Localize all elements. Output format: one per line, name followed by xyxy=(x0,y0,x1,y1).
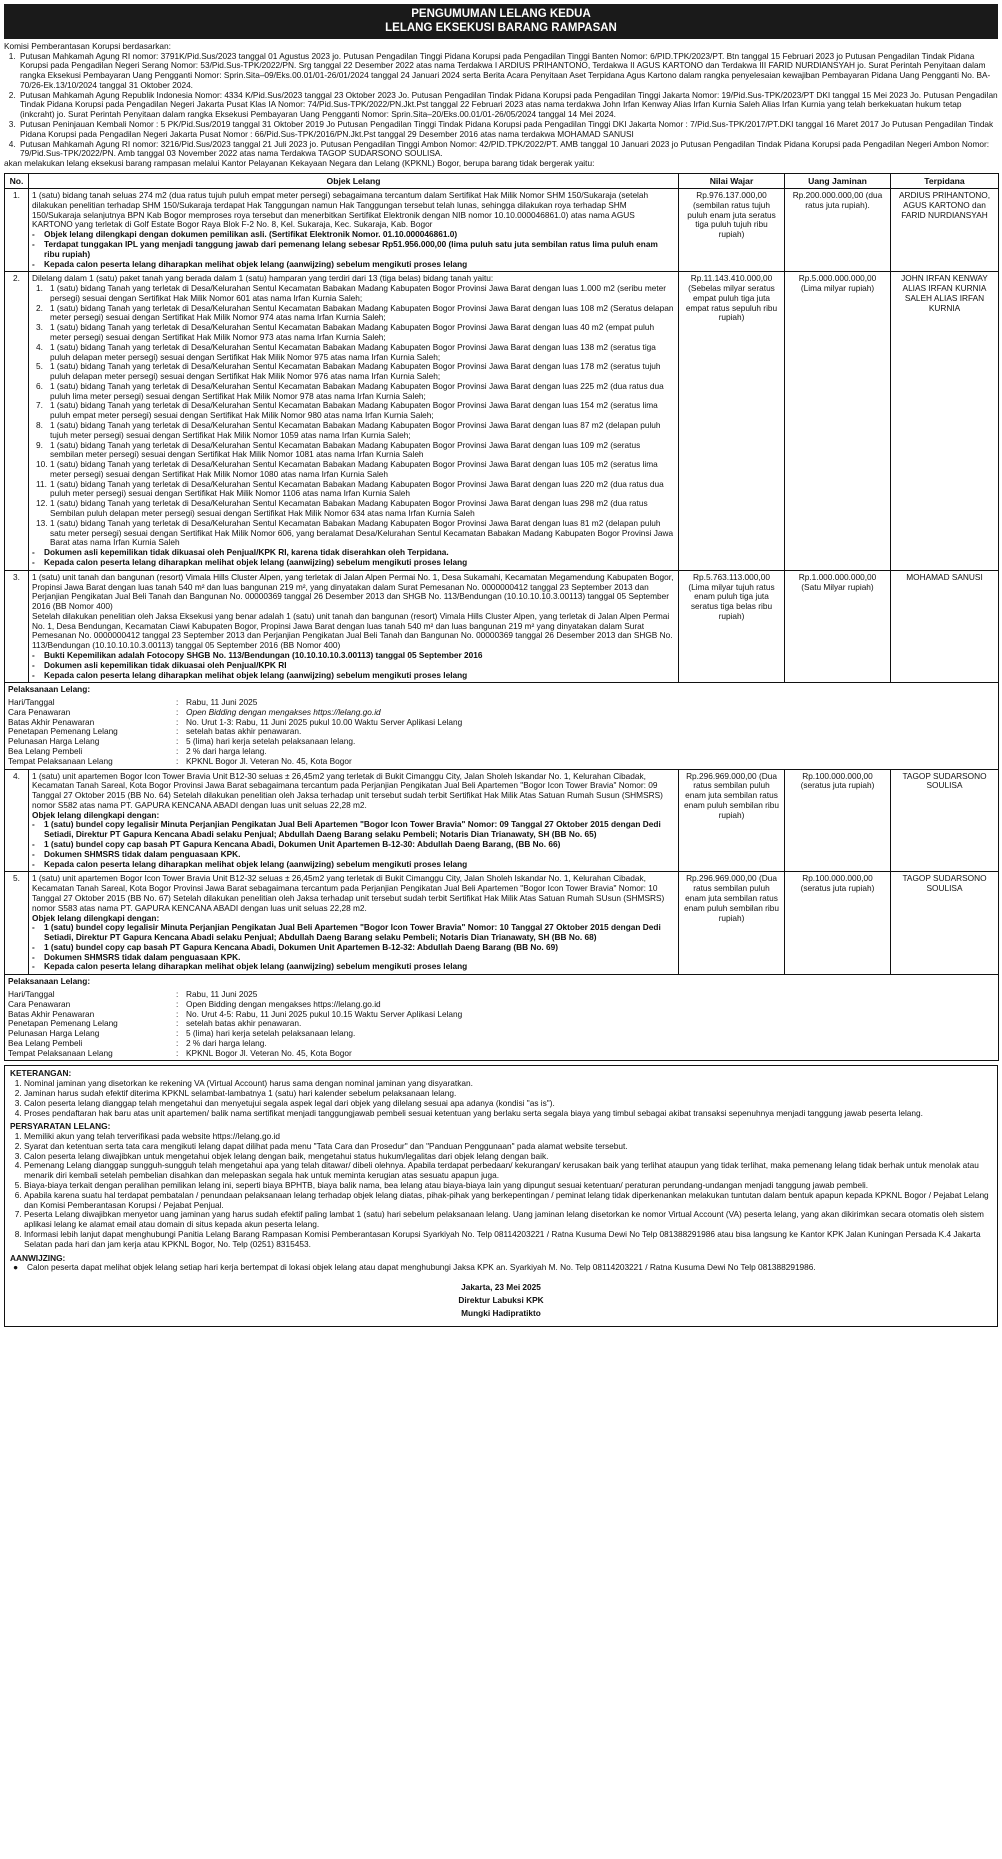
deposit: Rp.100.000.000,00 (seratus juta rupiah) xyxy=(785,769,891,872)
object-note: - Kepada calon peserta lelang diharapkan melihat objek lelang (aanwijzing) sebelum mengikuti proses lelang xyxy=(32,669,468,680)
parcel-item: 7. 1 (satu) bidang Tanah yang terletak di Desa/Kelurahan Sentul Kecamatan Babakan Madang Kabupaten Bogor Provinsi Jawa Barat dengan luas 154 m2 (seratus lima puluh empat meter persegi) sesuai dengan Sertifikat Hak Milik Nomor 980 atas nama Irfan Kurnia Saleh; xyxy=(36,400,658,421)
convict: JOHN IRFAN KENWAY ALIAS IRFAN KURNIA SALEH ALIAS IRFAN KURNIA xyxy=(891,272,999,570)
table-row xyxy=(5,189,999,272)
object-note: - 1 (satu) bundel copy cap basah PT Gapura Kencana Abadi, Dokumen Unit Apartemen B-12-32: Abdullah Daeng Barang (BB No. 69) xyxy=(32,941,559,952)
schedule-line: Batas Akhir Penawaran : No. Urut 4-5: Rabu, 11 Juni 2025 pukul 10.15 Waktu Server Aplikasi Lelang xyxy=(8,1008,463,1019)
legal-basis-item: 1. Putusan Mahkamah Agung RI nomor: 3791K/Pid.Sus/2023 tanggal 01 Agustus 2023 jo. Putusan Pengadilan Tinggi Pidana Korupsi pada Pengadilan Tinggi Banten Nomor: 6/PID.TPK/2023/PT. Btn tanggal 15 Februari 2023 jo Putusan Pengadilan Tindak Pidana Korupsi pada Pengadilan Negeri Serang Nomor: 53/Pid.Sus-TPK/2022/PN. Srg tanggal 22 Desember 2022 atas nama Terdakwa I ARDIUS PRIHANTONO, Terdakwa II AGUS KARTONO dan Terdakwa III FARID NURDIANSYAH jo. Surat Perintah Penyitaan dalam rangka Eksekusi Pembayaran Uang Pengganti Nomor: Sprin.Sita–09/Eks.00.01/01-26/01/2024 tanggal 24 Januari 2024 serta Berita Acara Penyitaan Aset Terpidana Agus Kartono dalam rangka penyelesaian kewajiban Pembayaran Pidana Uang Pengganti No. BA-70/26-Ek.13/10/2024 tanggal 31 Oktober 2024. xyxy=(18,52,998,91)
object-completeness: Objek lelang dilengkapi dengan: xyxy=(32,809,160,820)
object-note: - 1 (satu) bundel copy legalisir Minuta Perjanjian Pengikatan Jual Beli Apartemen "Bogor Icon Tower Bravia" Nomor: 09 Tanggal 27 Oktober 2015 dengan Dedi Setiadi, Direktur PT Gapura Kencana Abadi selaku Penjual; Abdullah Daeng Barang selaku Pembeli; Notaris Dian Trianawaty, SH (BB No. 65) xyxy=(32,819,661,840)
persyaratan-item: 6. Apabila karena suatu hal terdapat pembatalan / penundaan pelaksanaan lelang terhadap objek lelang diatas, pihak-pihak yang berkepentingan / peminat lelang tidak diperkenankan melakukan tuntutan dalam bentuk apapun kepada KPKNL Bogor / Pejabat Lelang dan Komisi Pemberantasan Korupsi / Pejabat Penjual. xyxy=(24,1191,992,1211)
schedule-line: Penetapan Pemenang Lelang : setelah batas akhir penawaran. xyxy=(8,726,302,737)
row-number: 4. xyxy=(5,769,29,872)
object-note: - Kepada calon peserta lelang diharapkan melihat objek lelang (aanwijzing) sebelum mengikuti proses lelang xyxy=(32,858,468,869)
object-note: - Dokumen asli kepemilikan tidak dikuasai oleh Penjual/KPK RI xyxy=(32,659,287,670)
object-note: - Kepada calon peserta lelang diharapkan melihat objek lelang (aanwijzing) sebelum mengikuti proses lelang xyxy=(32,556,468,567)
deposit: Rp.100.000.000,00 (seratus juta rupiah) xyxy=(785,872,891,975)
object-description: 1 (satu) unit apartemen Bogor Icon Tower Bravia Unit B12-30 seluas ± 26,45m2 yang terletak di Bukit Cimanggu City, Jalan Sholeh Iskandar No. 1, Kelurahan Cibadak, Kecamatan Tanah Sareal, Kota Bogor Provinsi Jawa Barat sebagaimana tercantum pada Perjanjian Pengikatan Jual Beli Apartemen "Bogor Icon Tower Bravia" Nomor: 09 Tanggal 27 Oktober 2015 (BB No. 64) Setelah dilakukan penelitian oleh Jaksa terhadap unit tersebut sudah terbit Sertifikat Hak Milik Atas Satuan Rumah Susun (SHMSRS) nomor S582 atas nama PT. GAPURA KENCANA ABADI dengan luas unit seluas 22,28 m2. xyxy=(32,770,663,810)
parcel-item: 5. 1 (satu) bidang Tanah yang terletak di Desa/Kelurahan Sentul Kecamatan Babakan Madang Kabupaten Bogor Provinsi Jawa Barat dengan luas 178 m2 (seratus tujuh puluh delapan meter persegi) sesuai dengan Sertifikat Hak Milik Nomor 976 atas nama Irfan Kurnia Saleh; xyxy=(36,361,661,382)
row-number: 2. xyxy=(5,272,29,570)
row-object xyxy=(29,872,679,975)
intro-section xyxy=(4,42,998,169)
object-description: 1 (satu) bidang tanah seluas 274 m2 (dua ratus tujuh puluh empat meter persegi) sebagaimana tercantum dalam Sertifikat Hak Milik Nomor SHM 150/Sukaraja (setelah dilakukan penelitian terhadap SHM 150/Sukaraja terdapat Hak Tanggungan namun Hak Tanggungan tersebut telah lunas, sehingga dilakukan roya terhadap SHM 150/Sukaraja selanjutnya BPN Kab Bogor memproses roya tersebut dan menerbitkan Sertifikat Elektronik dengan NIB nomor 10.10.000046861.0) atas nama AGUS KARTONO yang terletak di Golf Estate Bogor Raya Blok F-2 No. 8, Kel. Sukaraja, Kec. Sukaraja, Kab. Bogor xyxy=(32,190,649,230)
persyaratan-item: 4. Pemenang Lelang dianggap sungguh-sungguh telah mengetahui apa yang telah ditawar/ dibeli olehnya. Apabila terdapat perbedaan/ kekurangan/ kerusakan baik yang terlihat ataupun yang tidak terlihat, maka pemenang lelang tidak berhak untuk menolak atau menarik diri kembali setelah pembelian disahkan dan melepaskan segala hak untuk meminta kerugian atas sesuatu apapun juga. xyxy=(24,1161,992,1181)
schedule-title: Pelaksanaan Lelang: xyxy=(8,684,91,695)
object-description: Dilelang dalam 1 (satu) paket tanah yang berada dalam 1 (satu) hamparan yang terdiri dari 13 (tiga belas) bidang tanah yaitu: xyxy=(32,273,494,284)
schedule-line: Hari/Tanggal : Rabu, 11 Juni 2025 xyxy=(8,697,258,708)
schedule-line: Bea Lelang Pembeli : 2 % dari harga lelang. xyxy=(8,746,267,757)
object-note: - Kepada calon peserta lelang diharapkan melihat objek lelang (aanwijzing) sebelum mengikuti proses lelang xyxy=(32,961,468,972)
schedule-line: Pelunasan Harga Lelang : 5 (lima) hari kerja setelah pelaksanaan lelang. xyxy=(8,1028,356,1039)
parcel-item: 2. 1 (satu) bidang Tanah yang terletak di Desa/Kelurahan Sentul Kecamatan Babakan Madang Kabupaten Bogor Provinsi Jawa Barat dengan luas 108 m2 (Seratus delapan meter persegi) sesuai dengan Sertifikat Hak Milik Nomor 974 atas nama Irfan Kurnia Saleh; xyxy=(36,302,674,323)
persyaratan-list xyxy=(10,1132,992,1249)
legal-basis-item: 4. Putusan Mahkamah Agung RI nomor: 3216/Pid.Sus/2023 tanggal 21 Juli 2023 jo. Putusan Pengadilan Tinggi Ambon Nomor: 42/PID.TPK/2022/PT. AMB tanggal 10 Januari 2023 jo Putusan Pengadilan Tindak Pidana Korupsi pada Pengadilan Negeri Ambon Nomor: 79/Pid.Sus-TPK/2022/PN. Amb tanggal 03 November 2022 atas nama Terdakwa TAGOP SUDARSONO SOULISA. xyxy=(18,140,998,160)
auction-schedule-row xyxy=(5,683,999,769)
convict: TAGOP SUDARSONO SOULISA xyxy=(891,872,999,975)
object-completeness: Objek lelang dilengkapi dengan: xyxy=(32,912,160,923)
object-note: - Dokumen asli kepemilikan tidak dikuasai oleh Penjual/KPK RI, karena tidak diserahkan oleh Terpidana. xyxy=(32,547,449,558)
schedule-line: Bea Lelang Pembeli : 2 % dari harga lelang. xyxy=(8,1037,267,1048)
auction-schedule xyxy=(5,683,999,769)
col-header-no: No. xyxy=(5,173,29,188)
parcel-item: 3. 1 (satu) bidang Tanah yang terletak di Desa/Kelurahan Sentul Kecamatan Babakan Madang Kabupaten Bogor Provinsi Jawa Barat dengan luas 40 m2 (empat puluh meter persegi) sesuai dengan Sertifikat Hak Milik Nomor 973 atas nama Irfan Kurnia Saleh; xyxy=(36,322,655,342)
announcement-page xyxy=(4,4,998,1327)
signature-place-date: Jakarta, 23 Mei 2025 xyxy=(461,1282,541,1293)
object-description: 1 (satu) unit tanah dan bangunan (resort) Vimala Hills Cluster Alpen, yang terletak di Jalan Alpen Permai No. 1, Desa Sukamahi, Kecamatan Megamendung Kabupaten Bogor, Propinsi Jawa Barat dengan luas tanah 540 m² dan luas bangunan 219 m², yang dinyatakan dalam Surat Pemesanan No. 0000000412 tanggal 23 September 2013 dan Perjanjian Pengikatan Jual Beli Tanah dan Bangunan No. 00000369 tanggal 26 Desember 2013 dan SHGB No. 113/Bendungan (10.10.10.10.3.00113) tanggal 05 September 2016 (BB Nomor 400) xyxy=(32,571,674,612)
keterangan-item: 1. Nominal jaminan yang disetorkan ke rekening VA (Virtual Account) harus sama dengan nominal jaminan yang disyaratkan. xyxy=(24,1079,992,1089)
signature-name: Mungki Hadipratikto xyxy=(461,1307,541,1318)
object-note: - Dokumen SHMSRS tidak dalam penguasaan KPK. xyxy=(32,848,241,859)
object-note: - Dokumen SHMSRS tidak dalam penguasaan KPK. xyxy=(32,951,241,962)
persyaratan-item: 8. Informasi lebih lanjut dapat menghubungi Panitia Lelang Barang Rampasan Komisi Pemberantasan Korupsi Syarkiyah No. Telp 08114203221 / Ratna Kusuma Dewi No Telp 081388291986 atau bisa langsung ke Kantor KPK Jalan Kuningan Persada K.4 Jakarta Selatan pada hari dan jam kerja atau KPKNL Bogor, No. Telp (0251) 8315453. xyxy=(24,1230,992,1250)
schedule-line: Penetapan Pemenang Lelang : setelah batas akhir penawaran. xyxy=(8,1018,302,1029)
aanwijzing-item: ● Calon peserta dapat melihat objek lelang setiap hari kerja bertempat di lokasi objek lelang atau dapat menghubungi Jaksa KPK an. Syarkiyah M. No. Telp 08114203221 / Ratna Kusuma Dewi No Telp 081388291986. xyxy=(10,1263,992,1273)
object-note: - 1 (satu) bundel copy cap basah PT Gapura Kencana Abadi, Dokumen Unit Apartemen B-12-30: Abdullah Daeng Barang, (BB No. 66) xyxy=(32,839,561,850)
schedule-title: Pelaksanaan Lelang: xyxy=(8,976,91,987)
fair-value: Rp.296.969.000,00 (Dua ratus sembilan puluh enam juta sembilan ratus enam puluh sembilan ribu rupiah) xyxy=(679,872,785,975)
object-note: - Kepada calon peserta lelang diharapkan melihat objek lelang (aanwijzing) sebelum mengikuti proses lelang xyxy=(32,258,468,269)
convict: MOHAMAD SANUSI xyxy=(891,570,999,683)
fair-value: Rp.5.763.113.000,00 (Lima milyar tujuh ratus enam puluh tiga juta seratus tiga belas ribu rupiah) xyxy=(679,570,785,683)
object-note: - 1 (satu) bundel copy legalisir Minuta Perjanjian Pengikatan Jual Beli Apartemen "Bogor Icon Tower Bravia" Nomor: 10 Tanggal 27 Oktober 2015 dengan Dedi Setiadi, Direktur PT Gapura Kencana Abadi selaku Penjual; Abdullah Daeng Barang selaku Pembeli; Notaris Dian Trianawaty, SH (BB No. 68) xyxy=(32,922,661,943)
schedule-line: Tempat Pelaksanaan Lelang : KPKNL Bogor Jl. Veteran No. 45, Kota Bogor xyxy=(8,755,352,766)
persyaratan-item: 7. Peserta Lelang diwajibkan menyetor uang jaminan yang harus sudah efektif paling lambat 1 (satu) hari sebelum pelaksanaan lelang. Uang jaminan lelang disetorkan ke nomor Virtual Account (VA) peserta lelang, yang akan dikirimkan secara otomatis oleh sistem aplikasi lelang ke alamat email atau domain di situs kepada akun peserta lelang. xyxy=(24,1210,992,1230)
bullet-icon: ● xyxy=(13,1262,19,1273)
parcel-item: 4. 1 (satu) bidang Tanah yang terletak di Desa/Kelurahan Sentul Kecamatan Babakan Madang Kabupaten Bogor Provinsi Jawa Barat dengan luas 138 m2 (seratus tiga puluh delapan meter persegi) sesuai dengan Sertifikat Hak Milik Nomor 975 atas nama Irfan Kurnia Saleh; xyxy=(36,341,656,362)
keterangan-item: 2. Jaminan harus sudah efektif diterima KPKNL selambat-lambatnya 1 (satu) hari kalender sebelum pelaksanaan lelang. xyxy=(24,1089,992,1099)
deposit: Rp.200.000.000,00 (dua ratus juta rupiah). xyxy=(785,189,891,272)
schedule-line: Tempat Pelaksanaan Lelang : KPKNL Bogor Jl. Veteran No. 45, Kota Bogor xyxy=(8,1047,352,1058)
row-object xyxy=(29,570,679,683)
convict: TAGOP SUDARSONO SOULISA xyxy=(891,769,999,872)
intro-lead: Komisi Pemberantasan Korupsi berdasarkan: xyxy=(4,40,171,51)
parcel-item: 13. 1 (satu) bidang Tanah yang terletak di Desa/Kelurahan Sentul Kecamatan Babakan Madang Kabupaten Bogor Provinsi Jawa Barat dengan luas 81 m2 (delapan puluh satu meter persegi) sesuai dengan Sertifikat Hak Milik Nomor 606, yang beralamat Desa/Kelurahan Sentul Kecamatan Babakan Madang Kabupaten Bogor Provinsi Jawa Barat atas nama Irfan Kurnia Saleh xyxy=(36,517,674,548)
col-header-nilai: Nilai Wajar xyxy=(679,173,785,188)
deposit: Rp.5.000.000.000,00 (Lima milyar rupiah) xyxy=(785,272,891,570)
fair-value: Rp.976.137.000,00 (sembilan ratus tujuh puluh enam juta seratus tiga puluh tujuh ribu rupiah) xyxy=(679,189,785,272)
row-object xyxy=(29,189,679,272)
parcel-item: 10. 1 (satu) bidang Tanah yang terletak di Desa/Kelurahan Sentul Kecamatan Babakan Madang Kabupaten Bogor Provinsi Jawa Barat dengan luas 105 m2 (seratus lima meter persegi) sesuai dengan Sertifikat Hak Milik Nomor 1080 atas nama Irfan Kurnia Saleh xyxy=(36,459,658,479)
table-row xyxy=(5,872,999,975)
intro-closing: akan melakukan lelang eksekusi barang rampasan melalui Kantor Pelayanan Kekayaan Negara dan Lelang (KPKNL) Bogor, berupa barang tidak bergerak yaitu: xyxy=(4,158,595,169)
auction-table xyxy=(4,173,999,1062)
keterangan-item: 4. Proses pendaftaran hak baru atas unit apartemen/ balik nama sertifikat menjadi tanggungjawab pembeli sesuai ketentuan yang berlaku serta segala biaya yang timbul sebagai akibat transaksi sepenuhnya menjadi tanggung jawab peserta lelang. xyxy=(24,1109,992,1119)
object-note: - Bukti Kepemilikan adalah Fotocopy SHGB No. 113/Bendungan (10.10.10.10.3.00113) tanggal 05 September 2016 xyxy=(32,649,483,660)
keterangan-list xyxy=(10,1079,992,1118)
persyaratan-title: PERSYARATAN LELANG: xyxy=(10,1121,111,1132)
schedule-line: Cara Penawaran : Open Bidding dengan mengakses https://lelang.go.id xyxy=(8,998,381,1009)
persyaratan-item: 1. Memiliki akun yang telah terverifikasi pada website https://lelang.go.id xyxy=(24,1132,992,1142)
schedule-line: Cara Penawaran : Open Bidding dengan mengakses https://lelang.go.id xyxy=(8,706,381,717)
table-header-row xyxy=(5,173,999,188)
keterangan-title: KETERANGAN: xyxy=(10,1068,72,1079)
parcel-item: 1. 1 (satu) bidang Tanah yang terletak di Desa/Kelurahan Sentul Kecamatan Babakan Madang Kabupaten Bogor Provinsi Jawa Barat dengan luas 1.000 m2 (seribu meter persegi) sesuai dengan Sertifikat Hak Milik Nomor 601 atas nama Irfan Kurnia Saleh; xyxy=(36,283,667,303)
parcel-item: 8. 1 (satu) bidang Tanah yang terletak di Desa/Kelurahan Sentul Kecamatan Babakan Madang Kabupaten Bogor Provinsi Jawa Barat dengan luas 87 m2 (delapan puluh tujuh meter persegi) sesuai dengan Sertifikat Hak Milik Nomor 1059 atas nama Irfan Kurnia Saleh; xyxy=(36,420,661,440)
row-number: 1. xyxy=(5,189,29,272)
object-note: - Objek lelang dilengkapi dengan dokumen pemilikan asli. (Sertifikat Elektronik Nomor. 01.10.000046861.0) xyxy=(32,229,458,240)
parcel-item: 6. 1 (satu) bidang Tanah yang terletak di Desa/Kelurahan Sentul Kecamatan Babakan Madang Kabupaten Bogor Provinsi Jawa Barat dengan luas 225 m2 (dua ratus dua puluh lima meter persegi) sesuai dengan Sertifikat Hak Milik Nomor 978 atas nama Irfan Kurnia Saleh; xyxy=(36,380,664,401)
auction-schedule xyxy=(5,975,999,1061)
legal-basis-item: 3. Putusan Peninjauan Kembali Nomor : 5 PK/Pid.Sus/2019 tanggal 31 Oktober 2019 Jo Putusan Pengadilan Tinggi Tindak Pidana Korupsi pada Pengadilan Tinggi DKI Jakarta Nomor : 7/Pid.Sus-TPK/2017/PT.DKI tanggal 16 Maret 2017 Jo Putusan Pengadilan Tindak Pidana Korupsi pada Pengadilan Negeri Jakarta Pusat Nomor : 66/Pid.Sus-TPK/2016/PN.Jkt.Pst tanggal 29 Desember 2016 atas nama terdakwa MOHAMAD SANUSI xyxy=(18,120,998,140)
persyaratan-item: 3. Calon peserta lelang diwajibkan untuk mengetahui objek lelang dengan baik, mengetahui status hukum/legalitas dari objek lelang dengan baik. xyxy=(24,1152,992,1162)
announcement-header xyxy=(4,4,998,39)
header-subtitle: LELANG EKSEKUSI BARANG RAMPASAN xyxy=(385,22,617,35)
row-number: 3. xyxy=(5,570,29,683)
schedule-line: Hari/Tanggal : Rabu, 11 Juni 2025 xyxy=(8,988,258,999)
persyaratan-item: 5. Biaya-biaya terkait dengan peralihan pemilikan lelang ini, seperti biaya BPHTB, biaya balik nama, bea lelang atau biaya-biaya lain yang dipungut sesuai ketentuan/ peraturan perundang-undangan menjadi tanggung jawab pembeli. xyxy=(24,1181,992,1191)
col-header-terpidana: Terpidana xyxy=(891,173,999,188)
header-title: PENGUMUMAN LELANG KEDUA xyxy=(411,8,591,20)
legal-basis-item: 2. Putusan Mahkamah Agung Republik Indonesia Nomor: 4334 K/Pid.Sus/2023 tanggal 23 Oktober 2023 Jo. Putusan Pengadilan Tindak Pidana Korupsi pada Pengadilan Tinggi Jakarta Nomor: 19/Pid.Sus-TPK/2023/PT DKI tanggal 15 Mei 2023 Jo. Putusan Pengadilan Tindak Pidana Korupsi pada Pengadilan Negeri Jakarta Pusat Klas IA Nomor: 74/Pid.Sus-TPK/2022/PN.Jkt.Pst tanggal 22 Februari 2023 atas nama terdakwa John Irfan Kenway Alias Irfan Kurnia Saleh Alias Irfan Kurnia yang telah berkekuatan hukum tetap (inkcraht) jo. Surat Perintah Penyitaan dalam rangka Eksekusi Pembayaran Uang Pengganti Nomor: Sprin.Sita–20/Eks.00.01/01-26/05/2024 tanggal 14 Mei 2024. xyxy=(18,91,998,120)
legal-basis-list xyxy=(4,52,998,160)
signature-block xyxy=(10,1281,992,1320)
deposit: Rp.1.000.000.000,00 (Satu Milyar rupiah) xyxy=(785,570,891,683)
table-row xyxy=(5,570,999,683)
schedule-line: Pelunasan Harga Lelang : 5 (lima) hari kerja setelah pelaksanaan lelang. xyxy=(8,736,356,747)
parcel-item: 11. 1 (satu) bidang Tanah yang terletak di Desa/Kelurahan Sentul Kecamatan Babakan Madang Kabupaten Bogor Provinsi Jawa Barat dengan luas 220 m2 (dua ratus dua puluh meter persegi) sesuai dengan Sertifikat Hak Milik Nomor 1106 atas nama Irfan Kurnia Saleh xyxy=(36,478,664,499)
persyaratan-item: 2. Syarat dan ketentuan serta tata cara mengikuti lelang dapat dilihat pada menu "Tata Cara dan Prosedur" dan "Panduan Penggunaan" pada alamat website tersebut. xyxy=(24,1142,992,1152)
aanwijzing-title: AANWIJZING: xyxy=(10,1252,66,1263)
schedule-line: Batas Akhir Penawaran : No. Urut 1-3: Rabu, 11 Juni 2025 pukul 10.00 Waktu Server Aplikasi Lelang xyxy=(8,716,463,727)
row-number: 5. xyxy=(5,872,29,975)
notes-section xyxy=(4,1065,998,1326)
auction-schedule-row xyxy=(5,975,999,1061)
object-note: - Terdapat tunggakan IPL yang menjadi tanggung jawab dari pemenang lelang sebesar Rp51.956.000,00 (lima puluh satu juta sembilan ratus lima puluh enam ribu rupiah) xyxy=(32,238,658,259)
col-header-jaminan: Uang Jaminan xyxy=(785,173,891,188)
col-header-objek: Objek Lelang xyxy=(29,173,679,188)
row-object xyxy=(29,272,679,570)
fair-value: Rp.296.969.000,00 (Dua ratus sembilan puluh enam juta sembilan ratus enam puluh sembilan ribu rupiah) xyxy=(679,769,785,872)
fair-value: Rp.11.143.410.000,00 (Sebelas milyar seratus empat puluh tiga juta empat ratus sepuluh ribu rupiah) xyxy=(679,272,785,570)
object-description: 1 (satu) unit apartemen Bogor Icon Tower Bravia Unit B12-32 seluas ± 26,45m2 yang terletak di Bukit Cimanggu City, Jalan Sholeh Iskandar No. 1, Kelurahan Cibadak, Kecamatan Tanah Sareal, Kota Bogor Provinsi Jawa Barat sebagaimana tercantum pada Perjanjian Pengikatan Jual Beli Apartemen "Bogor Icon Tower Bravia" Nomor: 10 Tanggal 27 Oktober 2015 (BB No. 67) Setelah dilakukan penelitian oleh Jaksa terhadap unit tersebut sudah terbit Sertifikat Hak Milik Atas Satuan Rumah SUsun (SHMSRS) nomor S583 atas nama PT. GAPURA KENCANA ABADI dengan luas unit seluas 22,28 m2. xyxy=(32,873,665,913)
row-object xyxy=(29,769,679,872)
signature-office: Direktur Labuksi KPK xyxy=(458,1294,544,1305)
parcel-item: 9. 1 (satu) bidang Tanah yang terletak di Desa/Kelurahan Sentul Kecamatan Babakan Madang Kabupaten Bogor Provinsi Jawa Barat dengan luas 109 m2 (seratus sembilan meter persegi) sesuai dengan Sertifikat Hak Milik Nomor 1081 atas nama Irfan Kurnia Saleh xyxy=(36,439,641,460)
parcel-item: 12. 1 (satu) bidang Tanah yang terletak di Desa/Kelurahan Sentul Kecamatan Babakan Madang Kabupaten Bogor Provinsi Jawa Barat dengan luas 298 m2 (dua ratus Sembilan puluh delapan meter persegi) sesuai dengan Sertifikat Hak Milik Nomor 634 atas nama Irfan Kurnia Saleh xyxy=(36,498,648,519)
keterangan-item: 3. Calon peserta lelang dianggap telah mengetahui dan menyetujui segala aspek legal dari objek yang dilelang sesuai apa adanya (kondisi "as is"). xyxy=(24,1099,992,1109)
table-row xyxy=(5,272,999,570)
convict: ARDIUS PRIHANTONO, AGUS KARTONO dan FARID NURDIANSYAH xyxy=(891,189,999,272)
table-row xyxy=(5,769,999,872)
object-description: Setelah dilakukan penelitian oleh Jaksa Eksekusi yang benar adalah 1 (satu) unit tanah dan bangunan (resort) Vimala Hills Cluster Alpen, yang terletak di Jalan Alpen Permai No. 1, Desa Bendungan, Kecamatan Ciawi Kabupaten Bogor, Propinsi Jawa Barat dengan luas tanah 540 m² dan luas bangunan 219 m² yang dinyatakan dalam Surat Pemesanan No. 0000000412 tanggal 23 September 2013 dan Perjanjian Pengikatan Jual Beli Tanah dan Bangunan No. 00000369 tanggal 26 Desember 2013 dan SHGB No. 113/Bendungan (10.10.10.10.3.00113) tanggal 05 September 2016 (BB Nomor 400) xyxy=(32,610,673,651)
